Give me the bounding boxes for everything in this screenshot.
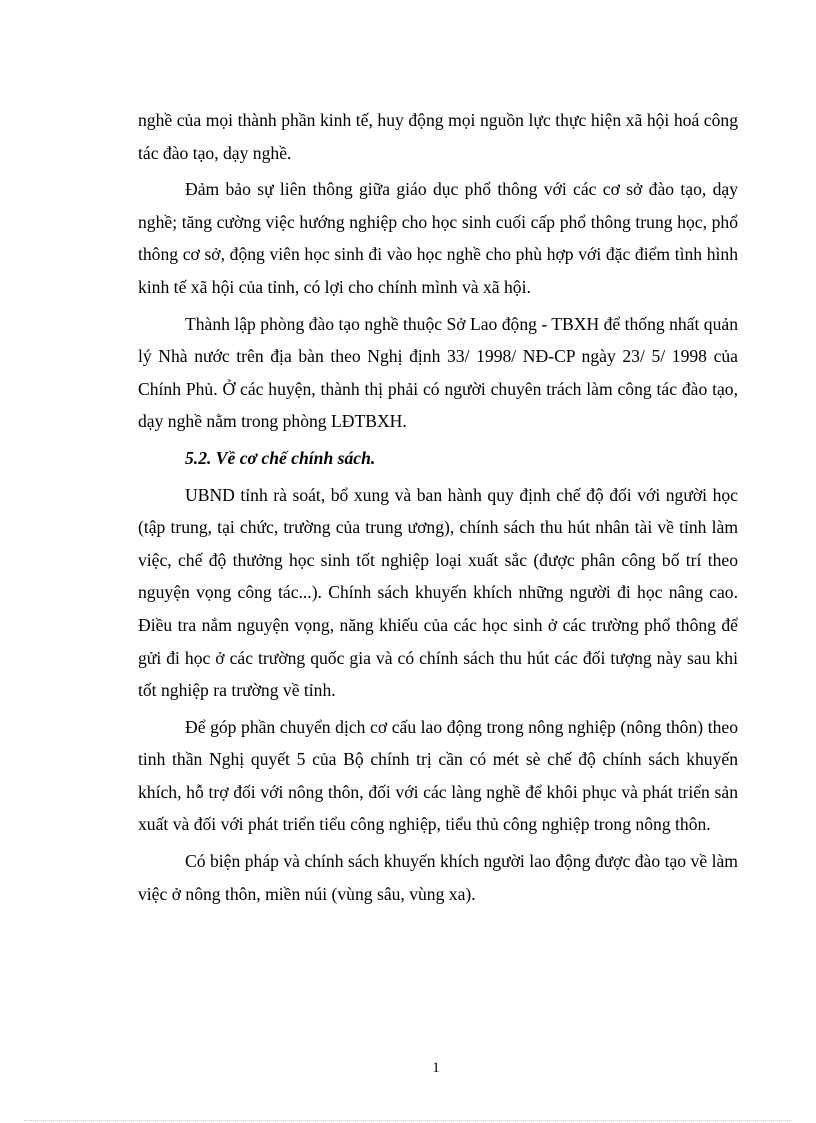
page-number: 1 <box>432 1060 440 1076</box>
paragraph-policy-review: UBND tỉnh rà soát, bổ xung và ban hành quy định chế độ đối với người học (tập trung, tại chức, trường của trung ương), chính sách thu hút nhân tài về tỉnh làm việc, chế độ thưởng học sinh tốt nghiệp loại xuất sắc (được phân công bố trí theo nguyện vọng công tác...). Chính sách khuyến khích những người đi học nâng cao. Điều tra nắm nguyện vọng, năng khiếu của các học sinh ở các trường phổ thông để gửi đi học ở các trường quốc gia và có chính sách thu hút các đối tượng này sau khi tốt nghiệp ra trường về tỉnh. <box>138 484 738 701</box>
paragraph-labor-restructuring: Để góp phần chuyển dịch cơ cấu lao động trong nông nghiệp (nông thôn) theo tinh thần Nghị quyết 5 của Bộ chính trị cần có mét sè chế độ chính sách khuyến khích, hỗ trợ đối với nông thôn, đối với các làng nghề để khôi phục và phát triển sản xuất và đối với phát triển tiểu công nghiệp, tiểu thủ công nghiệp trong nông thôn. <box>138 716 738 835</box>
paragraph-education-linkage: Đảm bảo sự liên thông giữa giáo dục phổ thông với các cơ sở đào tạo, dạy nghề; tăng cường việc hướng nghiệp cho học sinh cuối cấp phổ thông trung học, phổ thông cơ sở, động viên học sinh đi vào học nghề cho phù hợp với đặc điểm tình hình kinh tế xã hội của tỉnh, có lợi cho chính mình và xã hội. <box>138 179 738 297</box>
document-body <box>138 104 738 910</box>
page-bottom-border <box>24 1120 792 1121</box>
paragraph-continuation: nghề của mọi thành phần kinh tế, huy động mọi nguồn lực thực hiện xã hội hoá công tác đào tạo, dạy nghề. <box>138 110 738 163</box>
paragraph-vocational-office: Thành lập phòng đào tạo nghề thuộc Sở Lao động - TBXH để thống nhất quản lý Nhà nước trên địa bàn theo Nghị định 33/ 1998/ NĐ-CP ngày 23/ 5/ 1998 của Chính Phủ. Ở các huyện, thành thị phải có người chuyên trách làm công tác đào tạo, dạy nghề nằm trong phòng LĐTBXH. <box>138 313 738 432</box>
paragraph-rural-incentives: Có biện pháp và chính sách khuyến khích người lao động được đào tạo về làm việc ở nông thôn, miền núi (vùng sâu, vùng xa). <box>138 851 738 904</box>
section-heading: 5.2. Về cơ chế chính sách. <box>185 447 376 468</box>
